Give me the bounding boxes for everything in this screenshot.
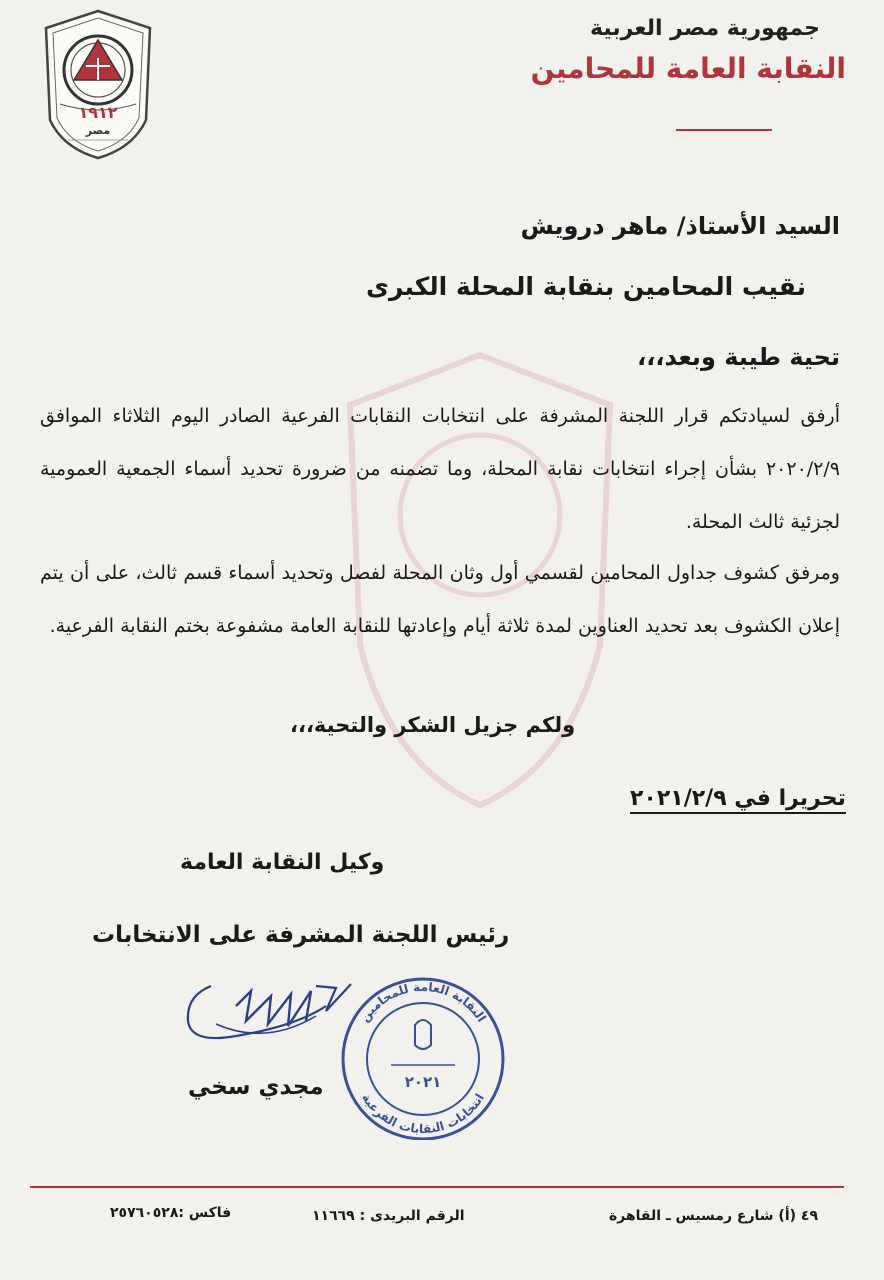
country-name: جمهورية مصر العربية	[590, 16, 820, 41]
stamp-inner-text: انتخابات النقابات الفرعية	[359, 1091, 487, 1137]
eagle-emblem-icon	[415, 1020, 431, 1049]
greeting: تحية طيبة وبعد،،،	[637, 343, 840, 371]
logo-year: ١٩١٢	[78, 103, 118, 122]
bar-association-logo	[38, 8, 158, 162]
svg-text:انتخابات النقابات الفرعية	[359, 1091, 487, 1136]
stamp-year: ٢٠٢١	[404, 1073, 442, 1091]
header-rule	[676, 129, 772, 131]
footer-postal-code: الرقم البريدى : ١١٦٦٩	[312, 1208, 465, 1224]
footer-fax: فاكس :٢٥٧٦٠٥٢٨	[110, 1205, 232, 1221]
signatory-name: مجدي سخي	[188, 1074, 324, 1100]
recipient-title: نقيب المحامين بنقابة المحلة الكبرى	[366, 272, 806, 301]
closing-line: ولكم جزيل الشكر والتحية،،،	[290, 713, 576, 737]
logo-country: مصر	[85, 124, 111, 137]
signatory-position-2: رئيس اللجنة المشرفة على الانتخابات	[92, 922, 510, 948]
body-paragraph-1: أرفق لسيادتكم قرار اللجنة المشرفة على انتخابات النقابات الفرعية الصادر اليوم الثلاثاء الموافق ٢٠٢٠/٢/٩ بشأن إجراء انتخابات نقابة المحلة، وما تضمنه من ضرورة تحديد أسماء الجمعية العمومية لجزئية ثالث المحلة.	[40, 405, 840, 533]
stamp-outer-text: النقابة العامة للمحامين	[357, 979, 489, 1025]
signatory-position-1: وكيل النقابة العامة	[180, 850, 385, 875]
recipient-name: السيد الأستاذ/ ماهر درويش	[520, 212, 840, 240]
date-line: تحريرا في ٢٠٢١/٢/٩	[630, 786, 846, 814]
organization-name: النقابة العامة للمحامين	[530, 52, 846, 85]
official-stamp	[335, 975, 510, 1140]
body-paragraph-2: ومرفق كشوف جداول المحامين لقسمي أول وثان المحلة لفصل وتحديد أسماء قسم ثالث، على أن يتم إعلان الكشوف بعد تحديد العناوين لمدة ثلاثة أيام وإعادتها للنقابة العامة مشفوعة بختم النقابة الفرعية.	[40, 562, 840, 637]
footer-rule	[30, 1186, 844, 1188]
footer-address: ٤٩ (أ) شارع رمسيس ـ القاهرة	[608, 1208, 818, 1224]
